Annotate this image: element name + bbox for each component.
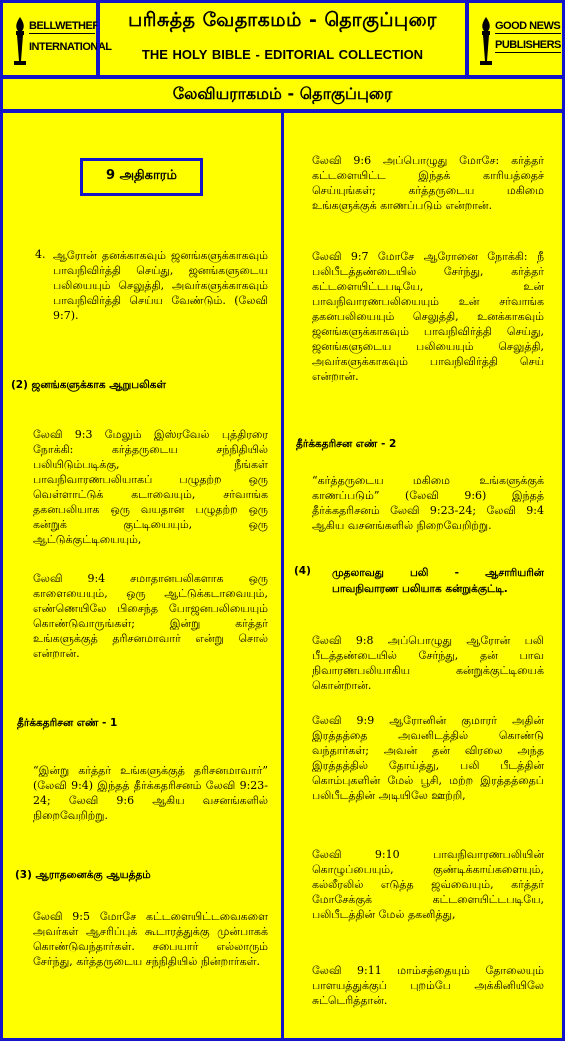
page-title-tamil: பரிசுத்த வேதாகமம் - தொகுப்புரை <box>128 9 437 31</box>
section-3-heading: (3) ஆராதனைக்கு ஆயத்தம் <box>15 869 151 881</box>
bellwether-logo-line1: BELLWETHER <box>29 20 100 32</box>
verse-9-9: லேவி 9:9 ஆரோனின் குமாரர் அதின் இரத்தத்தை அவனிடத்தில் கொண்டு வந்தார்கள்; அவன் தன் விரலை அந்த இரத்தத்தில் தோய்த்து, பலி பீடத்தின் கொம்புகளின் மேல் பூசி, மற்ற இரத்தத்தைப் பலிபீடத்தின் அடியிலே ஊற்றி, <box>312 714 544 802</box>
subtitle-bar <box>0 76 565 112</box>
good-news-logo <box>475 13 561 71</box>
verse-9-3: லேவி 9:3 மேலும் இஸ்ரவேல் புத்திரரை நோக்கி: கர்த்தருடைய சந்நிதியில் பலியிடும்படிக்கு, நீங்கள் பாவநிவாரணபலியாகப் பழுதற்ற ஒரு வெள்ளாட்டுக் கடாவையும், சர்வாங்க தகனபலியாக ஒரு வயதான பழுதற்ற ஒரு கன்றுக் குட்டியையும், ஒரு ஆட்டுக்குட்டியையும், <box>33 428 268 546</box>
bellwether-logo <box>9 13 112 71</box>
prophecy-2-heading: தீர்க்கதரிசன எண் - 2 <box>296 438 397 450</box>
torch-icon <box>11 15 29 69</box>
page-title-english: THE HOLY BIBLE - EDITORIAL COLLECTION <box>141 47 424 62</box>
section-2-heading: (2) ஜனங்களுக்காக ஆறுபலிகள் <box>11 379 167 391</box>
item-4-text: ஆரோன் தனக்காகவும் ஜனங்களுக்காகவும் பாவநிவிர்த்தி செய்து, ஜனங்களுடைய பலியையும் செலுத்தி, அவர்களுக்காகவும் பாவநிவிர்த்தி செய்ய வேண்டும். (லேவி 9:7). <box>53 249 268 322</box>
section-4-heading: முதலாவது பலி - ஆசாரியரின் பாவநிவாரண பலியாக கன்றுக்குட்டி. <box>332 567 544 595</box>
verse-9-6: லேவி 9:6 அப்பொழுது மோசே: கர்த்தர் கட்டளையிட்ட இந்தக் காரியத்தைச் செய்யுங்கள்; கர்த்தருடைய மகிமை உங்களுக்குக் காணப்படும் என்றான். <box>312 154 544 212</box>
header-title-panel <box>97 0 468 78</box>
verse-9-10: லேவி 9:10 பாவநிவாரணபலியின் கொழுப்பையும், குண்டிக்காய்களையும், கல்லீரலில் எடுத்த ஜவ்வையும், கர்த்தர் மோசேக்குக் கட்டளையிட்டபடியே, பலிபீடத்தின் மேல் தகனித்து, <box>312 848 544 921</box>
good-news-logo-line1: GOOD NEWS <box>495 20 561 32</box>
chapter-label: 9 அதிகாரம் <box>80 158 203 196</box>
verse-9-5: லேவி 9:5 மோசே கட்டளையிட்டவைகளை அவர்கள் ஆசரிப்புக் கூடாரத்துக்கு முன்பாகக் கொண்டுவந்தார்கள். சபையார் எல்லாரும் சேர்ந்து, கர்த்தருடைய சந்நிதியில் நின்றார்கள். <box>33 910 268 968</box>
good-news-logo-line2: PUBLISHERS <box>495 39 561 51</box>
torch-icon <box>477 15 495 69</box>
verse-9-8: லேவி 9:8 அப்பொழுது ஆரோன் பலி பீடத்தண்டையில் சேர்ந்து, தன் பாவ நிவாரணபலியாகிய கன்றுக்குட்டியைக் கொன்றான். <box>312 634 544 692</box>
bellwether-logo-line2: INTERNATIONAL <box>29 41 112 53</box>
prophecy-1-heading: தீர்க்கதரிசன எண் - 1 <box>17 717 118 729</box>
header-right-panel <box>466 0 565 78</box>
item-number: 4. <box>35 248 46 261</box>
section-4-number: (4) <box>294 565 311 577</box>
book-subtitle: லேவியராகமம் - தொகுப்புரை <box>172 84 393 103</box>
verse-9-11: லேவி 9:11 மாம்சத்தையும் தோலையும் பாளயத்துக்குப் புறம்பே அக்கினியிலே சுட்டெரித்தான். <box>312 964 544 1007</box>
verse-9-7: லேவி 9:7 மோசே ஆரோனை நோக்கி: நீ பலிபீடத்தண்டையில் சேர்ந்து, கர்த்தர் கட்டளையிட்டபடியே, உன் பாவநிவாரணபலியையும் உன் சர்வாங்க தகனபலியையும் செலுத்தி, உனக்காகவும் ஜனங்களுக்காகவும் பாவநிவிர்த்தி செய்து, ஜனங்களுடைய பலியையும் செலுத்தி, அவர்களுக்காகவும் பாவநிவிர்த்தி செய் என்றான். <box>312 250 544 383</box>
prophecy-1-text: “இன்று கர்த்தர் உங்களுக்குத் தரிசனமாவார்” (லேவி 9:4) இந்தத் தீர்க்கதரிசனம் லேவி 9:23-24; லேவி 9:6 ஆகிய வசனங்களில் நிறைவேறிற்று. <box>33 764 268 822</box>
header-left-panel <box>0 0 112 78</box>
verse-9-4: லேவி 9:4 சமாதானபலிகளாக ஒரு காளையையும், ஒரு ஆட்டுக்கடாவையும், எண்ணெயிலே பிசைந்த போஜனபலியையும் கொண்டுவாருங்கள்; இன்று கர்த்தர் உங்களுக்குத் தரிசனமாவார் என்று சொல் என்றான். <box>33 572 268 660</box>
prophecy-2-text: “கர்த்தருடைய மகிமை உங்களுக்குக் காணப்படும்” (லேவி 9:6) இந்தத் தீர்க்கதரிசனம் லேவி 9:23-24; லேவி 9:4 ஆகிய வசனங்களில் நிறைவேறிற்று. <box>312 474 544 532</box>
right-column <box>281 110 565 1041</box>
left-column <box>0 110 284 1041</box>
